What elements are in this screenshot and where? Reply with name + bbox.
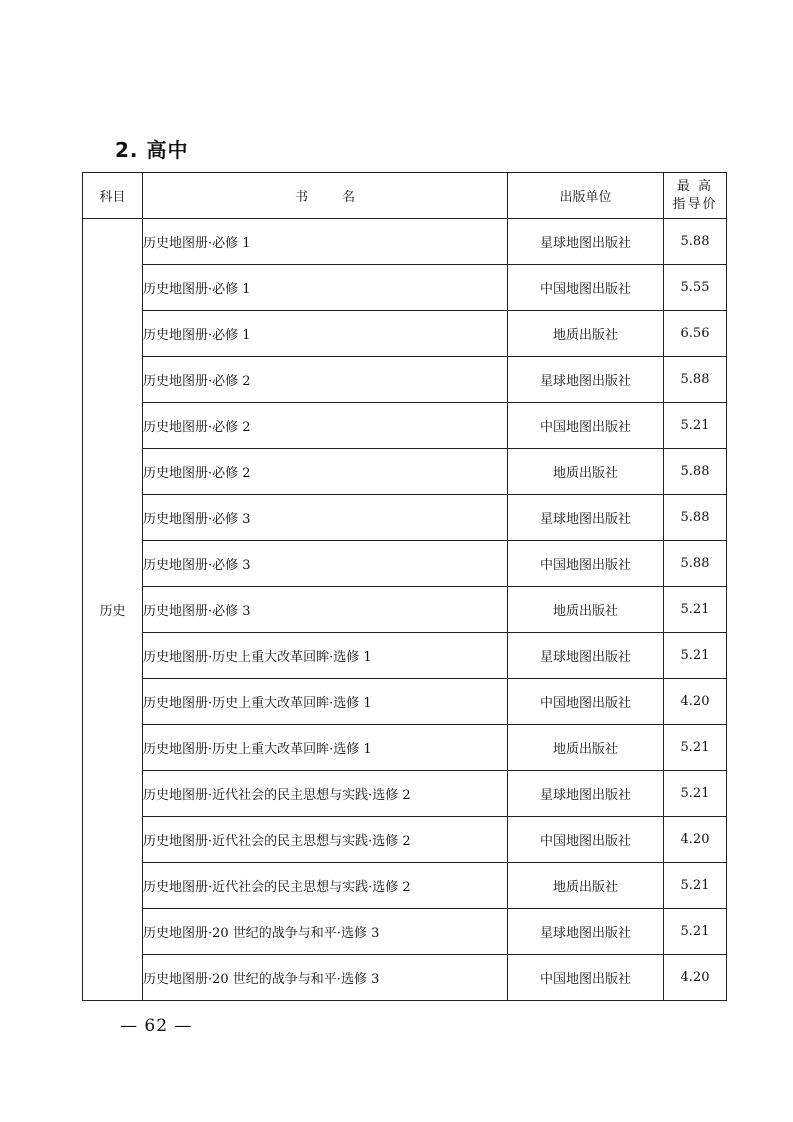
textbook-price-table: [82, 172, 727, 1001]
publisher-cell: 中国地图出版社: [508, 403, 664, 449]
table-row: [83, 495, 727, 541]
table-row: [83, 771, 727, 817]
title-cell: 历史地图册·20 世纪的战争与和平·选修 3: [143, 955, 508, 1001]
price-cell: 5.88: [664, 357, 727, 403]
section-title: 2. 高中: [115, 138, 189, 162]
table-row: [83, 449, 727, 495]
publisher-cell: 星球地图出版社: [508, 909, 664, 955]
title-cell: 历史地图册·必修 1: [143, 219, 508, 265]
publisher-cell: 中国地图出版社: [508, 955, 664, 1001]
table-row: [83, 587, 727, 633]
title-cell: 历史地图册·必修 2: [143, 357, 508, 403]
header-price: [664, 173, 727, 219]
publisher-cell: 星球地图出版社: [508, 219, 664, 265]
table-row: [83, 541, 727, 587]
title-cell: 历史地图册·必修 3: [143, 587, 508, 633]
publisher-cell: 地质出版社: [508, 587, 664, 633]
publisher-cell: 地质出版社: [508, 311, 664, 357]
price-cell: 5.88: [664, 541, 727, 587]
title-cell: 历史地图册·历史上重大改革回眸·选修 1: [143, 679, 508, 725]
header-title: 书名: [143, 173, 508, 219]
title-cell: 历史地图册·历史上重大改革回眸·选修 1: [143, 725, 508, 771]
title-cell: 历史地图册·必修 3: [143, 541, 508, 587]
publisher-cell: 中国地图出版社: [508, 817, 664, 863]
price-cell: 5.21: [664, 909, 727, 955]
table-row: [83, 817, 727, 863]
price-cell: 5.21: [664, 587, 727, 633]
table-row: [83, 909, 727, 955]
header-price-line2: 指导价: [672, 196, 718, 212]
table-row: [83, 955, 727, 1001]
price-cell: 4.20: [664, 817, 727, 863]
title-cell: 历史地图册·必修 2: [143, 449, 508, 495]
table-row: [83, 679, 727, 725]
price-cell: 5.55: [664, 265, 727, 311]
title-cell: 历史地图册·近代社会的民主思想与实践·选修 2: [143, 863, 508, 909]
price-cell: 5.21: [664, 725, 727, 771]
publisher-cell: 星球地图出版社: [508, 357, 664, 403]
price-cell: 4.20: [664, 679, 727, 725]
title-cell: 历史地图册·必修 1: [143, 265, 508, 311]
table-header-row: [83, 173, 727, 219]
publisher-cell: 中国地图出版社: [508, 679, 664, 725]
publisher-cell: 中国地图出版社: [508, 541, 664, 587]
price-cell: 5.21: [664, 771, 727, 817]
price-cell: 4.20: [664, 955, 727, 1001]
publisher-cell: 星球地图出版社: [508, 771, 664, 817]
price-cell: 5.88: [664, 449, 727, 495]
table-row: [83, 219, 727, 265]
title-cell: 历史地图册·必修 2: [143, 403, 508, 449]
title-cell: 历史地图册·近代社会的民主思想与实践·选修 2: [143, 817, 508, 863]
table-row: [83, 633, 727, 679]
table-body: [83, 219, 727, 1001]
table-row: [83, 311, 727, 357]
subject-cell: 历史: [83, 219, 143, 1001]
publisher-cell: 地质出版社: [508, 449, 664, 495]
price-cell: 5.88: [664, 495, 727, 541]
price-cell: 5.21: [664, 403, 727, 449]
title-cell: 历史地图册·必修 1: [143, 311, 508, 357]
title-cell: 历史地图册·历史上重大改革回眸·选修 1: [143, 633, 508, 679]
title-cell: 历史地图册·近代社会的民主思想与实践·选修 2: [143, 771, 508, 817]
table-row: [83, 357, 727, 403]
header-subject: 科目: [83, 173, 143, 219]
title-cell: 历史地图册·必修 3: [143, 495, 508, 541]
table-row: [83, 265, 727, 311]
table-row: [83, 403, 727, 449]
price-cell: 5.88: [664, 219, 727, 265]
header-publisher: 出版单位: [508, 173, 664, 219]
price-cell: 5.21: [664, 863, 727, 909]
publisher-cell: 地质出版社: [508, 725, 664, 771]
publisher-cell: 地质出版社: [508, 863, 664, 909]
publisher-cell: 中国地图出版社: [508, 265, 664, 311]
price-cell: 6.56: [664, 311, 727, 357]
publisher-cell: 星球地图出版社: [508, 633, 664, 679]
page-number: — 62 —: [120, 1016, 193, 1036]
title-cell: 历史地图册·20 世纪的战争与和平·选修 3: [143, 909, 508, 955]
publisher-cell: 星球地图出版社: [508, 495, 664, 541]
header-price-line1: 最 高: [676, 178, 714, 194]
table-row: [83, 863, 727, 909]
table-row: [83, 725, 727, 771]
price-cell: 5.21: [664, 633, 727, 679]
